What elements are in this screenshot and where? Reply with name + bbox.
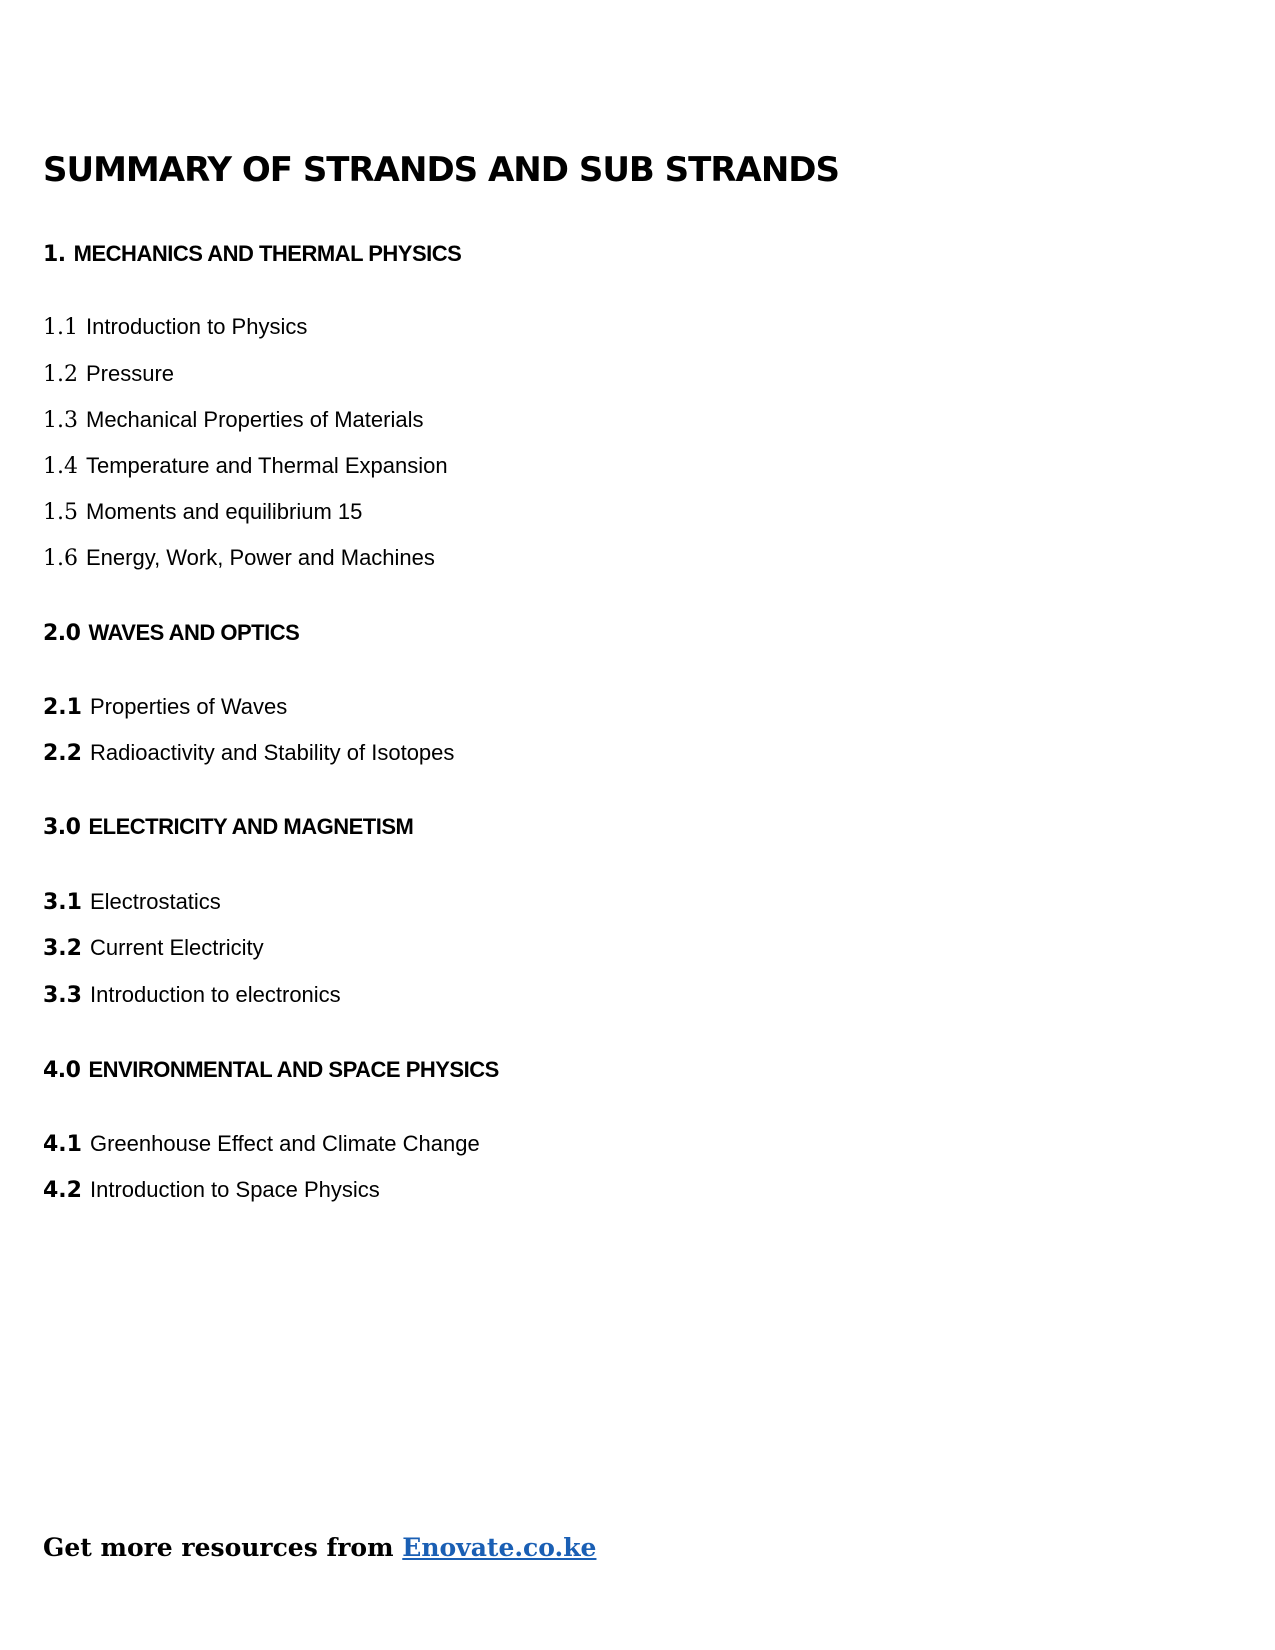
sub-strand-label: Pressure — [86, 361, 175, 386]
sub-strand-label: Electrostatics — [89, 889, 221, 914]
strand-heading-environmental — [43, 1056, 499, 1085]
sub-strand-item — [43, 313, 307, 342]
sub-strand-label: Moments and equilibrium 15 — [86, 499, 363, 524]
sub-strand-label: Introduction to Physics — [86, 314, 308, 339]
sub-strand-item — [43, 693, 287, 722]
strand-title: ENVIRONMENTAL AND SPACE PHYSICS — [88, 1057, 499, 1082]
sub-strand-label: Current Electricity — [89, 935, 264, 960]
sub-strand-number: 3.1 — [43, 890, 82, 915]
sub-strand-number: 1.5 — [43, 500, 78, 525]
strand-number: 3.0 — [43, 815, 81, 840]
strand-heading-waves — [43, 619, 299, 648]
sub-strand-item — [43, 406, 423, 435]
sub-strand-item — [43, 981, 341, 1010]
sub-strand-item — [43, 1130, 480, 1159]
sub-strand-item — [43, 739, 454, 768]
sub-strand-number: 1.6 — [43, 546, 78, 571]
sub-strand-number: 1.3 — [43, 408, 78, 433]
footer-text: Get more resources from — [43, 1533, 403, 1562]
sub-strand-number: 1.2 — [43, 362, 78, 387]
sub-strand-item — [43, 498, 362, 527]
enovate-link[interactable]: Enovate.co.ke — [402, 1533, 597, 1562]
strand-heading-electricity — [43, 813, 413, 842]
sub-strand-number: 3.3 — [43, 983, 82, 1008]
sub-strand-number: 1.1 — [43, 315, 78, 340]
sub-strand-label: Mechanical Properties of Materials — [86, 407, 424, 432]
sub-strand-item — [43, 1176, 380, 1205]
strand-heading-mechanics — [43, 240, 461, 269]
sub-strand-item — [43, 452, 448, 481]
sub-strand-number: 3.2 — [43, 936, 82, 961]
sub-strand-label: Temperature and Thermal Expansion — [86, 453, 448, 478]
sub-strand-label: Introduction to Space Physics — [89, 1177, 380, 1202]
sub-strand-number: 4.1 — [43, 1132, 82, 1157]
sub-strand-item — [43, 544, 435, 573]
strand-number: 1. — [43, 242, 66, 267]
strand-title: WAVES AND OPTICS — [88, 620, 300, 645]
sub-strand-label: Properties of Waves — [89, 694, 288, 719]
sub-strand-number: 2.1 — [43, 695, 82, 720]
sub-strand-number: 2.2 — [43, 741, 82, 766]
sub-strand-number: 1.4 — [43, 454, 78, 479]
strand-title: ELECTRICITY AND MAGNETISM — [88, 814, 414, 839]
strand-number: 4.0 — [43, 1058, 81, 1083]
sub-strand-label: Introduction to electronics — [89, 982, 341, 1007]
sub-strand-item — [43, 934, 264, 963]
sub-strand-number: 4.2 — [43, 1178, 82, 1203]
footer — [43, 1532, 596, 1564]
strand-number: 2.0 — [43, 621, 81, 646]
sub-strand-label: Energy, Work, Power and Machines — [86, 545, 435, 570]
strand-title: MECHANICS AND THERMAL PHYSICS — [73, 241, 462, 266]
sub-strand-item — [43, 888, 221, 917]
sub-strand-label: Greenhouse Effect and Climate Change — [89, 1131, 480, 1156]
sub-strand-item — [43, 360, 174, 389]
sub-strand-label: Radioactivity and Stability of Isotopes — [89, 740, 455, 765]
page-title: SUMMARY OF STRANDS AND SUB STRANDS — [43, 150, 840, 190]
